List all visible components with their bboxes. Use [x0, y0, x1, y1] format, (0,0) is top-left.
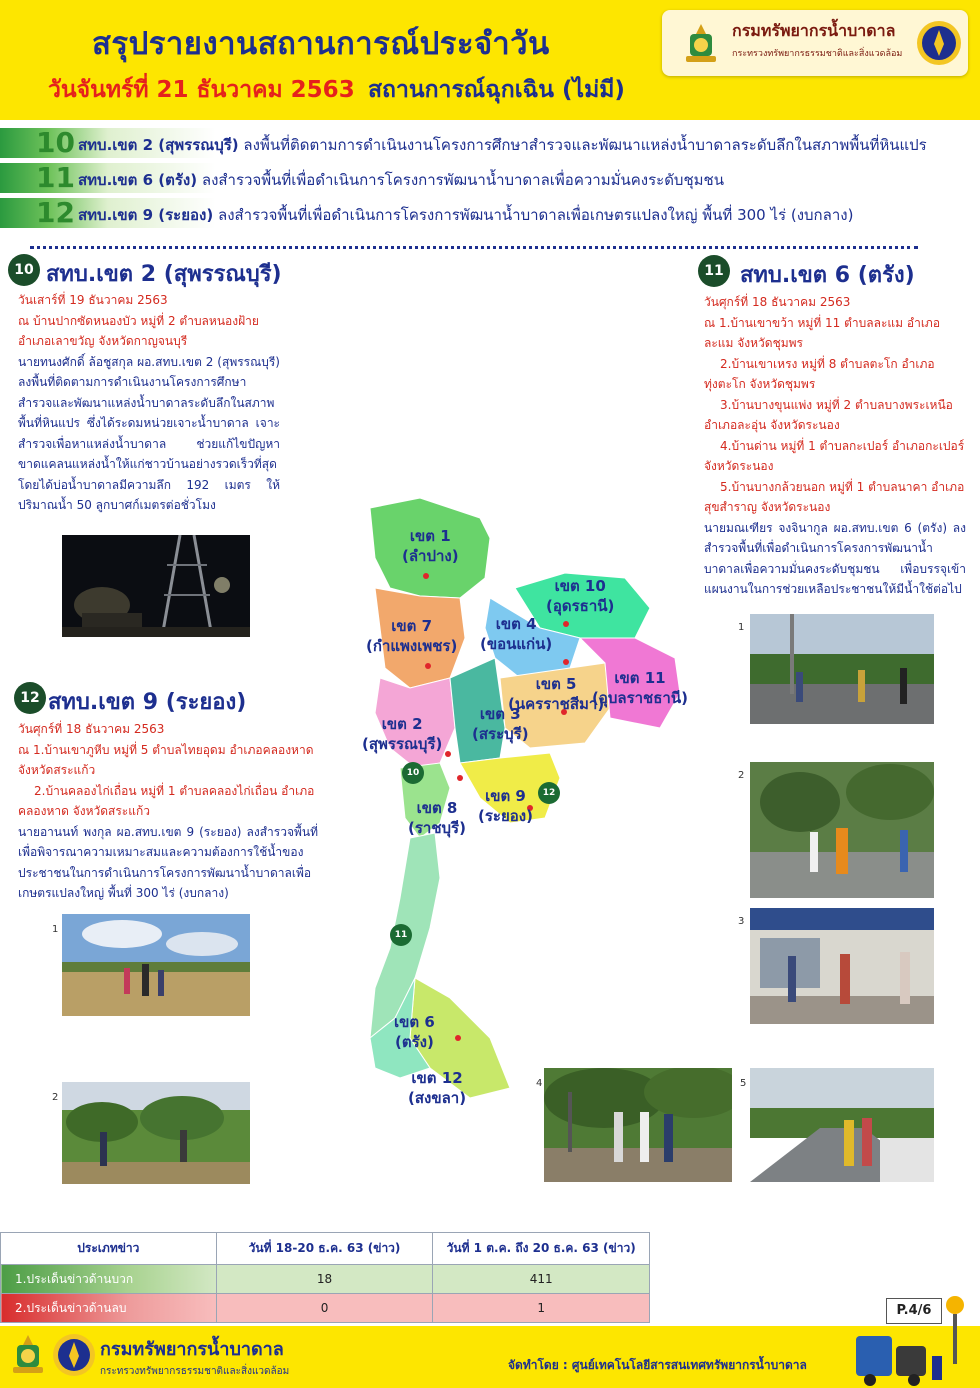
summary-office: สทบ.เขต 6 (ตรัง) — [78, 171, 198, 189]
table-cell-label: 2.ประเด็นข่าวด้านลบ — [1, 1294, 217, 1323]
section-11-photo-5 — [750, 1068, 934, 1182]
map-zone-label: เขต 7 (กำแพงเพชร) — [366, 617, 458, 655]
table-cell: 0 — [216, 1294, 433, 1323]
summary-text: ลงพื้นที่ติดตามการดำเนินงานโครงการศึกษาสำรวจและพัฒนาแหล่งน้ำบาดาลระดับลึกในสภาพพื้นที่หินแปร — [243, 136, 927, 154]
map-zone-label: เขต 3 (สระบุรี) — [472, 705, 529, 743]
summary-row-11 — [0, 163, 980, 193]
drilling-machine-icon — [836, 1296, 976, 1388]
photo-number: 3 — [738, 916, 745, 927]
footer-ministry-name: กระทรวงทรัพยากรธรรมชาติและสิ่งแวดล้อม — [100, 1366, 290, 1377]
map-zone-label: เขต 2 (สุพรรณบุรี) — [362, 715, 443, 753]
photo-number: 5 — [740, 1078, 747, 1089]
map-zone-label: เขต 5 (นครราชสีมา) — [508, 675, 605, 713]
photo-number: 1 — [738, 622, 745, 633]
summary-text: ลงสำรวจพื้นที่เพื่อดำเนินการโครงการพัฒนาน้ำบาดาลเพื่อความมั่นคงระดับชุมชน — [201, 171, 724, 189]
section-11-place: 5.บ้านบางกล้วยนอก หมู่ที่ 1 ตำบลนาคา อำเภอสุขสำราญ จังหวัดระนอง — [704, 479, 965, 514]
map-zone-label: เขต 8 (ราชบุรี) — [408, 799, 466, 837]
thailand-regional-map — [340, 478, 710, 1118]
table-header: ประเภทข่าว — [1, 1233, 217, 1265]
map-zone-label: เขต 12 (สงขลา) — [408, 1069, 467, 1107]
logo-ministry-name: กระทรวงทรัพยากรธรรมชาติและสิ่งแวดล้อม — [732, 49, 903, 59]
section-10-photo-drilling-night — [62, 535, 250, 637]
section-12-title: สทบ.เขต 9 (ระยอง) — [48, 690, 247, 715]
section-11-title: สทบ.เขต 6 (ตรัง) — [740, 263, 915, 288]
footer-made-by: จัดทำโดย : ศูนย์เทคโนโลยีสารสนเทศทรัพยากรน้ำบาดาล — [508, 1358, 807, 1372]
section-12-place: ณ 1.บ้านเขาภูหีบ หมู่ที่ 5 ตำบลไทยอุดม อำเภอคลองหาด จังหวัดสระแก้ว — [18, 742, 314, 777]
section-10-title: สทบ.เขต 2 (สุพรรณบุรี) — [46, 262, 282, 287]
map-zone-label: เขต 9 (ระยอง) — [478, 787, 533, 825]
section-11-place: 4.บ้านด่าน หมู่ที่ 1 ตำบลกะเปอร์ อำเภอกะเปอร์ จังหวัดระนอง — [704, 438, 965, 473]
section-11-place: ณ 1.บ้านเขาขว้า หมู่ที่ 11 ตำบลละแม อำเภอละแม จังหวัดชุมพร — [704, 315, 941, 350]
report-title: สรุปรายงานสถานการณ์ประจำวัน — [92, 26, 550, 62]
map-badge-12: 12 — [538, 782, 560, 804]
summary-office: สทบ.เขต 9 (ระยอง) — [78, 206, 214, 224]
summary-row-10 — [0, 128, 980, 158]
section-11-photo-3 — [750, 908, 934, 1024]
map-zone-label: เขต 4 (ขอนแก่น) — [480, 615, 553, 653]
footer-banner — [0, 1326, 980, 1388]
table-cell: 18 — [216, 1265, 433, 1294]
photo-number: 1 — [52, 924, 59, 935]
map-zone-label: เขต 11 (อุบลราชธานี) — [592, 669, 688, 707]
table-header: วันที่ 1 ต.ค. ถึง 20 ธ.ค. 63 (ข่าว) — [433, 1233, 650, 1265]
report-date: วันจันทร์ที่ 21 ธันวาคม 2563 — [48, 77, 355, 103]
section-11-photo-1 — [750, 614, 934, 724]
summary-row-12 — [0, 198, 980, 228]
section-12-photo-2 — [62, 1082, 250, 1184]
section-12-photo-1 — [62, 914, 250, 1016]
department-emblem-icon — [8, 1333, 48, 1377]
section-11-body — [704, 292, 966, 600]
summary-number: 11 — [36, 161, 75, 194]
dotted-divider — [30, 246, 918, 249]
section-10-body — [18, 290, 280, 516]
section-11-date: วันศุกร์ที่ 18 ธันวาคม 2563 — [704, 295, 851, 309]
department-emblem-icon — [680, 22, 722, 66]
page-number: P.4/6 — [886, 1298, 942, 1324]
map-zone-label: เขต 6 (ตรัง) — [394, 1013, 435, 1051]
section-10-description: นายทนงศักดิ์ ล้อชูสกุล ผอ.สทบ.เขต 2 (สุพรรณบุรี) ลงพื้นที่ติดตามการดำเนินงานโครงการศึกษาสำรวจและพัฒนาแหล่งน้ำบาดาลระดับลึกในสภาพพื้นที่หินแปร ซึ่งได้ระดมหน่วยเจาะน้ำบาดาล เจาะสำรวจเพื่อหาแหล่งน้ำบาดาล ช่วยแก้ไขปัญหาขาดแคลนแหล่งน้ำให้แก่ชาวบ้านอย่างรวดเร็วที่สุด โดยได้บ่อน้ำบาดาลมีความลึก 192 เมตร ให้ปริมาณน้ำ 50 ลูกบาศก์เมตรต่อชั่วโมง — [18, 354, 280, 512]
map-badge-10: 10 — [402, 762, 424, 784]
department-logo-box — [662, 10, 968, 76]
summary-office: สทบ.เขต 2 (สุพรรณบุรี) — [78, 136, 239, 154]
section-12-body — [18, 719, 318, 904]
ministry-seal-icon — [52, 1331, 96, 1379]
map-badge-11: 11 — [390, 924, 412, 946]
table-row — [1, 1265, 650, 1294]
table-header: วันที่ 18-20 ธ.ค. 63 (ข่าว) — [216, 1233, 433, 1265]
map-zone-label: เขต 1 (ลำปาง) — [402, 527, 459, 565]
header-banner — [0, 0, 980, 120]
section-11-place: 2.บ้านเขาเหรง หมู่ที่ 8 ตำบลตะโก อำเภอทุ่งตะโก จังหวัดชุมพร — [704, 356, 935, 391]
summary-number: 10 — [36, 126, 75, 159]
summary-text: ลงสำรวจพื้นที่เพื่อดำเนินการโครงการพัฒนาน้ำบาดาลเพื่อเกษตรแปลงใหญ่ พื้นที่ 300 ไร่ (งบกลาง) — [218, 206, 854, 224]
section-12-date: วันศุกร์ที่ 18 ธันวาคม 2563 — [18, 722, 165, 736]
summary-number: 12 — [36, 196, 75, 229]
section-10-place: อำเภอเลาขวัญ จังหวัดกาญจนบุรี — [18, 334, 188, 348]
photo-number: 2 — [738, 770, 745, 781]
table-cell-label: 1.ประเด็นข่าวด้านบวก — [1, 1265, 217, 1294]
section-10-place: ณ บ้านปากซัดหนองบัว หมู่ที่ 2 ตำบลหนองฝ้าย — [18, 313, 259, 328]
section-11-photo-2 — [750, 762, 934, 898]
section-12-place: 2.บ้านคลองไก่เถื่อน หมู่ที่ 1 ตำบลคลองไก่เถื่อน อำเภอคลองหาด จังหวัดสระแก้ว — [18, 783, 315, 818]
table-row — [1, 1294, 650, 1323]
section-11-place: 3.บ้านบางขุนแพ่ง หมู่ที่ 2 ตำบลบางพระเหนือ อำเภอละอุ่น จังหวัดระนอง — [704, 397, 953, 432]
news-stats-table — [0, 1232, 650, 1323]
table-cell: 411 — [433, 1265, 650, 1294]
section-12-description: นายอานนท์ พงกุล ผอ.สทบ.เขต 9 (ระยอง) ลงสำรวจพื้นที่เพื่อพิจารณาความเหมาะสมและความต้องการใช้น้ำของประชาชนในการดำเนินการโครงการพัฒนาน้ำบาดาลเพื่อเกษตรแปลงใหญ่ พื้นที่ 300 ไร่ (งบกลาง) — [18, 824, 318, 900]
map-zone-label: เขต 10 (อุดรธานี) — [546, 577, 615, 615]
photo-number: 4 — [536, 1078, 543, 1089]
emergency-status: สถานการณ์ฉุกเฉิน (ไม่มี) — [368, 77, 625, 103]
section-10-date: วันเสาร์ที่ 19 ธันวาคม 2563 — [18, 293, 168, 307]
logo-department-name: กรมทรัพยากรน้ำบาดาล — [732, 21, 896, 40]
section-12-badge: 12 — [14, 682, 46, 714]
ministry-seal-icon — [916, 18, 962, 68]
section-11-description: นายมณเฑียร จงจินากูล ผอ.สทบ.เขต 6 (ตรัง) ลงสำรวจพื้นที่เพื่อดำเนินการโครงการพัฒนาน้ำบาดาลเพื่อความมั่นคงระดับชุมชน เพื่อบรรจุเข้าแผนงานในการช่วยเหลือประชาชนให้มีน้ำใช้ต่อไป — [704, 520, 966, 596]
section-10-badge: 10 — [8, 254, 40, 286]
table-header-row — [1, 1233, 650, 1265]
table-cell: 1 — [433, 1294, 650, 1323]
footer-department-name: กรมทรัพยากรน้ำบาดาล — [100, 1339, 284, 1360]
section-11-badge: 11 — [698, 255, 730, 287]
photo-number: 2 — [52, 1092, 59, 1103]
